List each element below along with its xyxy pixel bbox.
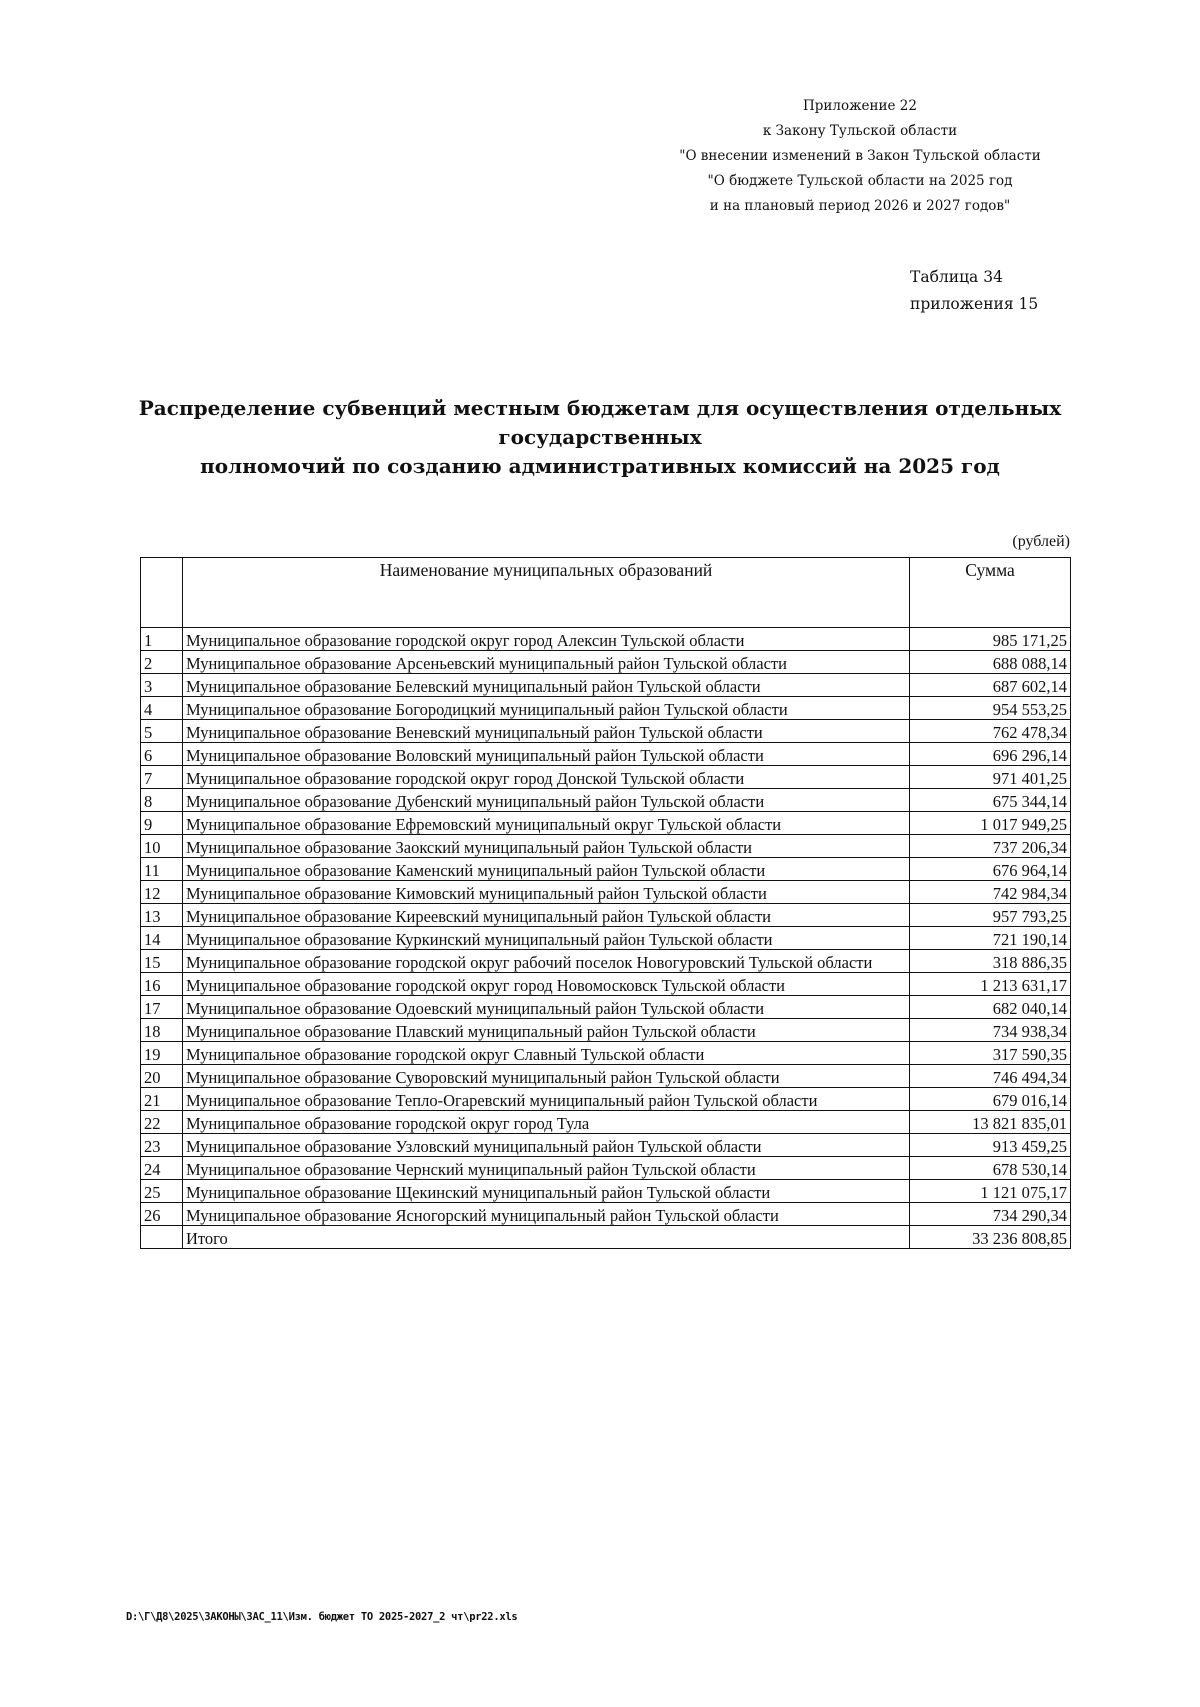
- row-sum: 676 964,14: [910, 858, 1071, 881]
- row-sum: 687 602,14: [910, 674, 1071, 697]
- row-name: Муниципальное образование Богородицкий муниципальный район Тульской области: [182, 697, 909, 720]
- row-name: Муниципальное образование Воловский муниципальный район Тульской области: [182, 743, 909, 766]
- row-name: Муниципальное образование Каменский муниципальный район Тульской области: [182, 858, 909, 881]
- row-name: Муниципальное образование Веневский муниципальный район Тульской области: [182, 720, 909, 743]
- row-number: 19: [141, 1042, 183, 1065]
- table-row: [141, 743, 1071, 766]
- row-number: 9: [141, 812, 183, 835]
- total-sum: 33 236 808,85: [910, 1226, 1071, 1249]
- row-sum: 1 121 075,17: [910, 1180, 1071, 1203]
- table-row: [141, 881, 1071, 904]
- row-sum: 696 296,14: [910, 743, 1071, 766]
- row-name: Муниципальное образование Ефремовский муниципальный округ Тульской области: [182, 812, 909, 835]
- header-number: [141, 558, 183, 628]
- row-number: 8: [141, 789, 183, 812]
- table-reference: [910, 264, 1038, 318]
- row-number: 15: [141, 950, 183, 973]
- header-name: Наименование муниципальных образований: [182, 558, 909, 628]
- row-sum: 13 821 835,01: [910, 1111, 1071, 1134]
- table-row: [141, 628, 1071, 651]
- appendix-line: к Закону Тульской области: [762, 123, 958, 139]
- row-number: 24: [141, 1157, 183, 1180]
- table-header-row: [141, 558, 1071, 628]
- row-name: Муниципальное образование Щекинский муниципальный район Тульской области: [182, 1180, 909, 1203]
- row-sum: 971 401,25: [910, 766, 1071, 789]
- table-row: [141, 1019, 1071, 1042]
- row-name: Муниципальное образование Арсеньевский муниципальный район Тульской области: [182, 651, 909, 674]
- row-sum: 688 088,14: [910, 651, 1071, 674]
- total-number: [141, 1226, 183, 1249]
- row-sum: 682 040,14: [910, 996, 1071, 1019]
- row-number: 25: [141, 1180, 183, 1203]
- table-row: [141, 651, 1071, 674]
- row-name: Муниципальное образование Дубенский муниципальный район Тульской области: [182, 789, 909, 812]
- row-sum: 675 344,14: [910, 789, 1071, 812]
- row-sum: 954 553,25: [910, 697, 1071, 720]
- header-sum: Сумма: [910, 558, 1071, 628]
- row-name: Муниципальное образование Кимовский муниципальный район Тульской области: [182, 881, 909, 904]
- row-number: 14: [141, 927, 183, 950]
- table-row: [141, 674, 1071, 697]
- appendix-line: и на плановый период 2026 и 2027 годов": [709, 198, 1011, 214]
- row-number: 23: [141, 1134, 183, 1157]
- row-number: 5: [141, 720, 183, 743]
- table-row: [141, 789, 1071, 812]
- table-row: [141, 1088, 1071, 1111]
- appendix-reference: [640, 94, 1080, 219]
- table-row: [141, 1203, 1071, 1226]
- total-label: Итого: [182, 1226, 909, 1249]
- table-row: [141, 1042, 1071, 1065]
- row-name: Муниципальное образование городской округ город Донской Тульской области: [182, 766, 909, 789]
- table-row: [141, 812, 1071, 835]
- row-sum: 762 478,34: [910, 720, 1071, 743]
- table-row: [141, 858, 1071, 881]
- appendix-line: "О бюджете Тульской области на 2025 год: [707, 173, 1013, 189]
- row-name: Муниципальное образование Белевский муниципальный район Тульской области: [182, 674, 909, 697]
- row-name: Муниципальное образование Ясногорский муниципальный район Тульской области: [182, 1203, 909, 1226]
- table-row: [141, 1180, 1071, 1203]
- document-title: [80, 394, 1120, 481]
- row-sum: 318 886,35: [910, 950, 1071, 973]
- row-sum: 734 938,34: [910, 1019, 1071, 1042]
- row-number: 17: [141, 996, 183, 1019]
- table-row: [141, 697, 1071, 720]
- table-row: [141, 996, 1071, 1019]
- row-number: 13: [141, 904, 183, 927]
- table-row: [141, 766, 1071, 789]
- appendix-line: Приложение 22: [803, 98, 917, 114]
- row-number: 18: [141, 1019, 183, 1042]
- row-number: 22: [141, 1111, 183, 1134]
- table-row: [141, 720, 1071, 743]
- table-row: [141, 950, 1071, 973]
- row-number: 3: [141, 674, 183, 697]
- title-line: Распределение субвенций местным бюджетам для осуществления отдельных государственных: [138, 396, 1062, 449]
- row-name: Муниципальное образование Суворовский муниципальный район Тульской области: [182, 1065, 909, 1088]
- row-number: 11: [141, 858, 183, 881]
- table-row: [141, 835, 1071, 858]
- row-name: Муниципальное образование Одоевский муниципальный район Тульской области: [182, 996, 909, 1019]
- row-name: Муниципальное образование городской округ рабочий поселок Новогуровский Тульской области: [182, 950, 909, 973]
- row-sum: 742 984,34: [910, 881, 1071, 904]
- row-number: 2: [141, 651, 183, 674]
- row-number: 6: [141, 743, 183, 766]
- row-sum: 678 530,14: [910, 1157, 1071, 1180]
- table-appendix: приложения 15: [910, 295, 1039, 313]
- row-number: 4: [141, 697, 183, 720]
- table-body: [141, 628, 1071, 1249]
- row-sum: 721 190,14: [910, 927, 1071, 950]
- row-number: 10: [141, 835, 183, 858]
- row-name: Муниципальное образование Плавский муниципальный район Тульской области: [182, 1019, 909, 1042]
- row-number: 7: [141, 766, 183, 789]
- row-sum: 317 590,35: [910, 1042, 1071, 1065]
- row-name: Муниципальное образование Тепло-Огаревский муниципальный район Тульской области: [182, 1088, 909, 1111]
- row-sum: 1 017 949,25: [910, 812, 1071, 835]
- row-sum: 734 290,34: [910, 1203, 1071, 1226]
- row-name: Муниципальное образование городской округ Славный Тульской области: [182, 1042, 909, 1065]
- row-sum: 957 793,25: [910, 904, 1071, 927]
- row-number: 21: [141, 1088, 183, 1111]
- row-sum: 913 459,25: [910, 1134, 1071, 1157]
- row-sum: 737 206,34: [910, 835, 1071, 858]
- appendix-line: "О внесении изменений в Закон Тульской области: [679, 148, 1041, 164]
- table-row: [141, 927, 1071, 950]
- row-name: Муниципальное образование городской округ город Новомосковск Тульской области: [182, 973, 909, 996]
- table-row: [141, 1157, 1071, 1180]
- row-name: Муниципальное образование Куркинский муниципальный район Тульской области: [182, 927, 909, 950]
- row-number: 12: [141, 881, 183, 904]
- row-name: Муниципальное образование городской округ город Алексин Тульской области: [182, 628, 909, 651]
- row-name: Муниципальное образование Чернский муниципальный район Тульской области: [182, 1157, 909, 1180]
- row-name: Муниципальное образование Заокский муниципальный район Тульской области: [182, 835, 909, 858]
- table-row: [141, 1065, 1071, 1088]
- row-name: Муниципальное образование Узловский муниципальный район Тульской области: [182, 1134, 909, 1157]
- row-sum: 679 016,14: [910, 1088, 1071, 1111]
- subvention-table: [140, 557, 1071, 1249]
- total-row: [141, 1226, 1071, 1249]
- table-row: [141, 973, 1071, 996]
- table-row: [141, 1111, 1071, 1134]
- title-line: полномочий по созданию административных комиссий на 2025 год: [200, 454, 1000, 478]
- file-path: D:\Г\Д8\2025\ЗАКОНЫ\ЗАС_11\Изм. бюджет ТО 2025-2027_2 чт\pr22.xls: [126, 1611, 518, 1623]
- units-label: (рублей): [1012, 533, 1070, 550]
- row-sum: 746 494,34: [910, 1065, 1071, 1088]
- table-row: [141, 1134, 1071, 1157]
- row-number: 1: [141, 628, 183, 651]
- row-number: 20: [141, 1065, 183, 1088]
- row-number: 16: [141, 973, 183, 996]
- row-sum: 1 213 631,17: [910, 973, 1071, 996]
- row-number: 26: [141, 1203, 183, 1226]
- row-name: Муниципальное образование городской округ город Тула: [182, 1111, 909, 1134]
- row-sum: 985 171,25: [910, 628, 1071, 651]
- table-row: [141, 904, 1071, 927]
- row-name: Муниципальное образование Киреевский муниципальный район Тульской области: [182, 904, 909, 927]
- table-number: Таблица 34: [910, 268, 1003, 286]
